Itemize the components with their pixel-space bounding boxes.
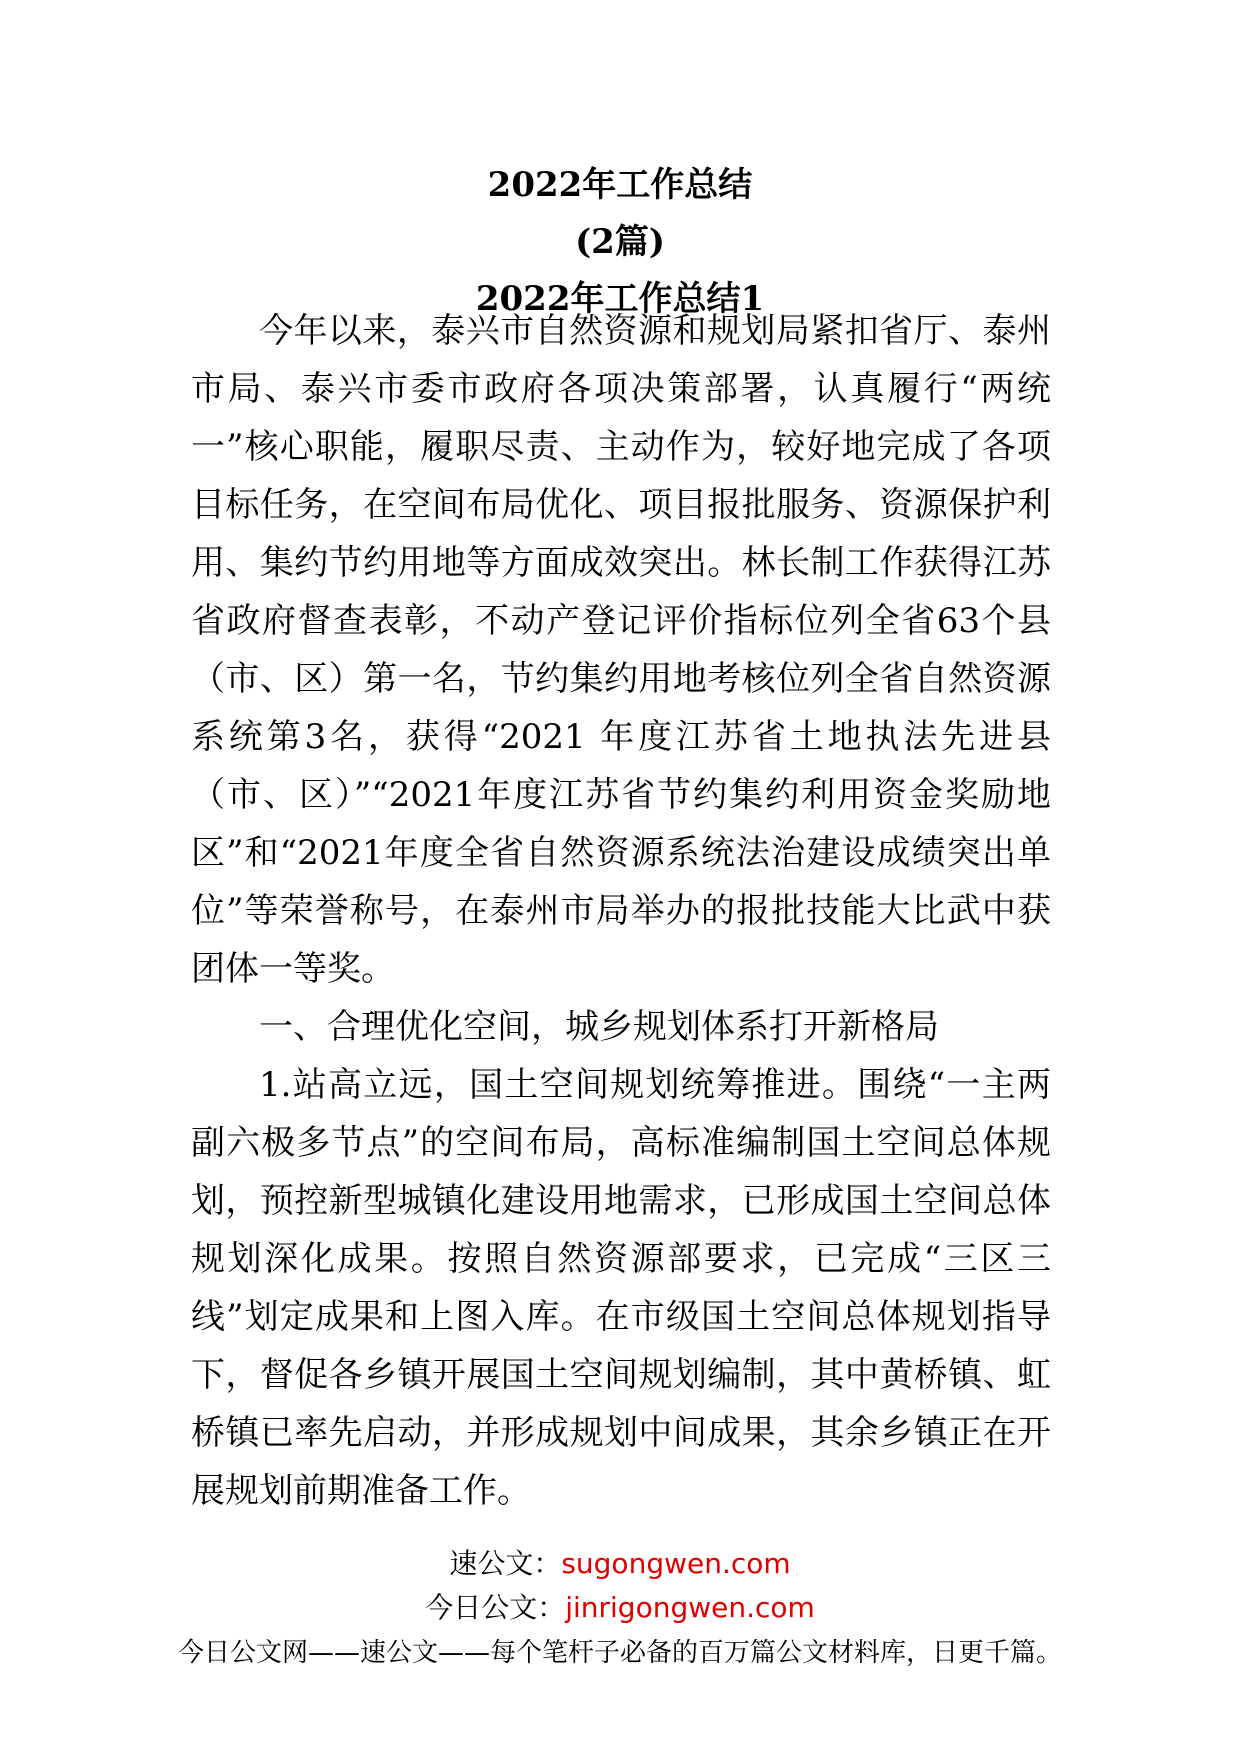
footer-link-jinrigongwen[interactable]: jinrigongwen.com (565, 1591, 815, 1624)
document-title: 2022年工作总结 (487, 165, 753, 205)
paragraph-item-1: 1.站高立远，国土空间规划统筹推进。围绕“一主两副六极多节点”的空间布局，高标准编制国土空间总体规划，预控新型城镇化建设用地需求，已形成国土空间总体规划深化成果。按照自然资源部要求，已完成“三区三线”划定成果和上图入库。在市级国土空间总体规划指导下，督促各乡镇开展国土空间规划编制，其中黄桥镇、虹桥镇已率先启动，并形成规划中间成果，其余乡镇正在开展规划前期准备工作。 (191, 1065, 1051, 1511)
footer-label-1: 速公文： (449, 1547, 562, 1580)
footer-line-2 (0, 1590, 1240, 1626)
section-title: 2022年工作总结1 (475, 279, 765, 319)
paragraph-intro: 今年以来，泰兴市自然资源和规划局紧扣省厅、泰州市局、泰兴市委市政府各项决策部署，认真履行“两统一”核心职能，履职尽责、主动作为，较好地完成了各项目标任务，在空间布局优化、项目报批服务、资源保护利用、集约节约用地等方面成效突出。林长制工作获得江苏省政府督查表彰，不动产登记评价指标位列全省63个县（市、区）第一名，节约集约用地考核位列全省自然资源系统第3名，获得“2021 年度江苏省土地执法先进县（市、区）”“2021年度江苏省节约集约利用资金奖励地区”和“2021年度全省自然资源系统法治建设成绩突出单位”等荣誉称号，在泰州市局举办的报批技能大比武中获团体一等奖。 (191, 311, 1051, 989)
document-body (191, 302, 1051, 1520)
footer-line-1 (0, 1546, 1240, 1582)
footer-slogan: 今日公文网——速公文——每个笔杆子必备的百万篇公文材料库，日更千篇。 (177, 1638, 1062, 1668)
section-heading: 一、合理优化空间，城乡规划体系打开新格局 (259, 1007, 939, 1047)
footer-link-sugongwen[interactable]: sugongwen.com (561, 1547, 791, 1580)
footer-label-2: 今日公文： (425, 1591, 566, 1624)
document-count: (2篇) (575, 222, 665, 262)
